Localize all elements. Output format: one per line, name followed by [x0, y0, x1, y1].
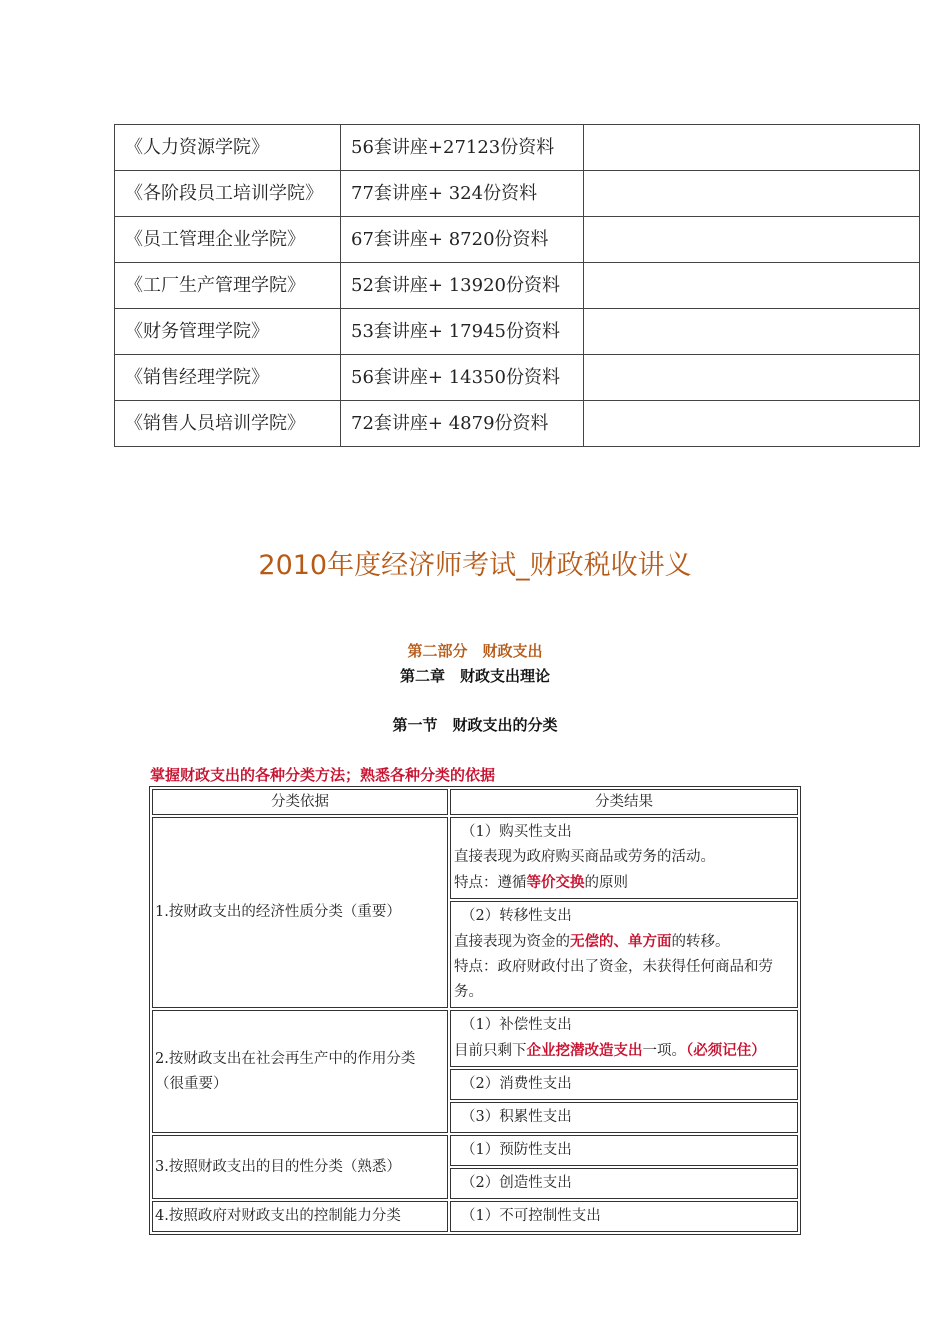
table-row	[115, 263, 920, 309]
basis-cell: 3.按照财政支出的目的性分类（熟悉）	[152, 1135, 448, 1199]
table-row	[115, 171, 920, 217]
course-name: 《销售经理学院》	[115, 355, 341, 401]
course-note	[584, 171, 920, 217]
basis-cell: 2.按财政支出在社会再生产中的作用分类（很重要）	[152, 1010, 448, 1133]
course-name: 《工厂生产管理学院》	[115, 263, 341, 309]
chapter-heading: 第二章 财政支出理论	[399, 667, 550, 685]
course-note	[584, 401, 920, 447]
table-header-row	[152, 789, 798, 815]
result-title: （2）创造性支出	[461, 1175, 572, 1191]
table-row	[115, 309, 920, 355]
section-heading: 第一节 财政支出的分类	[392, 716, 558, 734]
result-line-a: 直接表现为资金的	[454, 934, 570, 950]
table-row	[115, 401, 920, 447]
course-note	[584, 355, 920, 401]
result-title: （2）消费性支出	[461, 1076, 572, 1092]
course-note	[584, 125, 920, 171]
highlight-text: （必须记住）	[686, 1042, 766, 1059]
table-row	[152, 817, 798, 899]
result-title: （1）预防性支出	[461, 1142, 572, 1158]
course-count: 56套讲座+ 14350份资料	[341, 355, 584, 401]
learning-objective: 掌握财政支出的各种分类方法；熟悉各种分类的依据	[150, 766, 496, 784]
part-heading: 第二部分 财政支出	[407, 642, 543, 660]
table-row	[115, 125, 920, 171]
result-title: （1）不可控制性支出	[461, 1208, 601, 1224]
course-note	[584, 263, 920, 309]
course-note	[584, 217, 920, 263]
table-row	[152, 1010, 798, 1067]
course-name: 《员工管理企业学院》	[115, 217, 341, 263]
result-cell	[450, 1069, 798, 1100]
result-title: （3）积累性支出	[461, 1109, 572, 1125]
basis-cell: 1.按财政支出的经济性质分类（重要）	[152, 817, 448, 1008]
header-basis: 分类依据	[152, 789, 448, 815]
highlight-text: 企业挖潜改造支出	[526, 1042, 643, 1059]
table-row	[152, 1201, 798, 1232]
result-line: 特点：政府财政付出了资金，未获得任何商品和劳务。	[454, 959, 773, 1000]
result-line-b: 的原则	[584, 875, 628, 891]
course-count: 77套讲座+ 324份资料	[341, 171, 584, 217]
table-row	[115, 355, 920, 401]
course-count: 72套讲座+ 4879份资料	[341, 401, 584, 447]
result-cell	[450, 1135, 798, 1166]
table-row	[115, 217, 920, 263]
result-line-b: 的转移。	[671, 934, 730, 950]
result-cell	[450, 1010, 798, 1067]
course-name: 《人力资源学院》	[115, 125, 341, 171]
result-title: （1）购买性支出	[461, 824, 572, 840]
result-title: （2）转移性支出	[461, 908, 572, 924]
result-cell	[450, 1201, 798, 1232]
course-count: 52套讲座+ 13920份资料	[341, 263, 584, 309]
highlight-text: 等价交换	[526, 874, 585, 891]
course-count: 53套讲座+ 17945份资料	[341, 309, 584, 355]
result-line: 直接表现为政府购买商品或劳务的活动。	[454, 849, 715, 865]
course-name: 《财务管理学院》	[115, 309, 341, 355]
result-cell	[450, 901, 798, 1008]
result-title: （1）补偿性支出	[461, 1017, 572, 1033]
course-count: 67套讲座+ 8720份资料	[341, 217, 584, 263]
course-name: 《销售人员培训学院》	[115, 401, 341, 447]
basis-cell: 4.按照政府对财政支出的控制能力分类	[152, 1201, 448, 1232]
course-count: 56套讲座+27123份资料	[341, 125, 584, 171]
result-cell	[450, 1168, 798, 1199]
result-line-a: 目前只剩下	[454, 1043, 527, 1059]
classification-table	[149, 786, 801, 1235]
highlight-text: 无偿的、单方面	[570, 933, 672, 950]
result-line-b: 一项。	[642, 1043, 686, 1059]
result-cell	[450, 817, 798, 899]
course-table	[114, 124, 920, 447]
course-note	[584, 309, 920, 355]
table-row	[152, 1135, 798, 1166]
header-result: 分类结果	[450, 789, 798, 815]
result-cell	[450, 1102, 798, 1133]
document-title: 2010年度经济师考试_财政税收讲义	[258, 550, 692, 581]
result-line-a: 特点：遵循	[454, 875, 527, 891]
course-name: 《各阶段员工培训学院》	[115, 171, 341, 217]
